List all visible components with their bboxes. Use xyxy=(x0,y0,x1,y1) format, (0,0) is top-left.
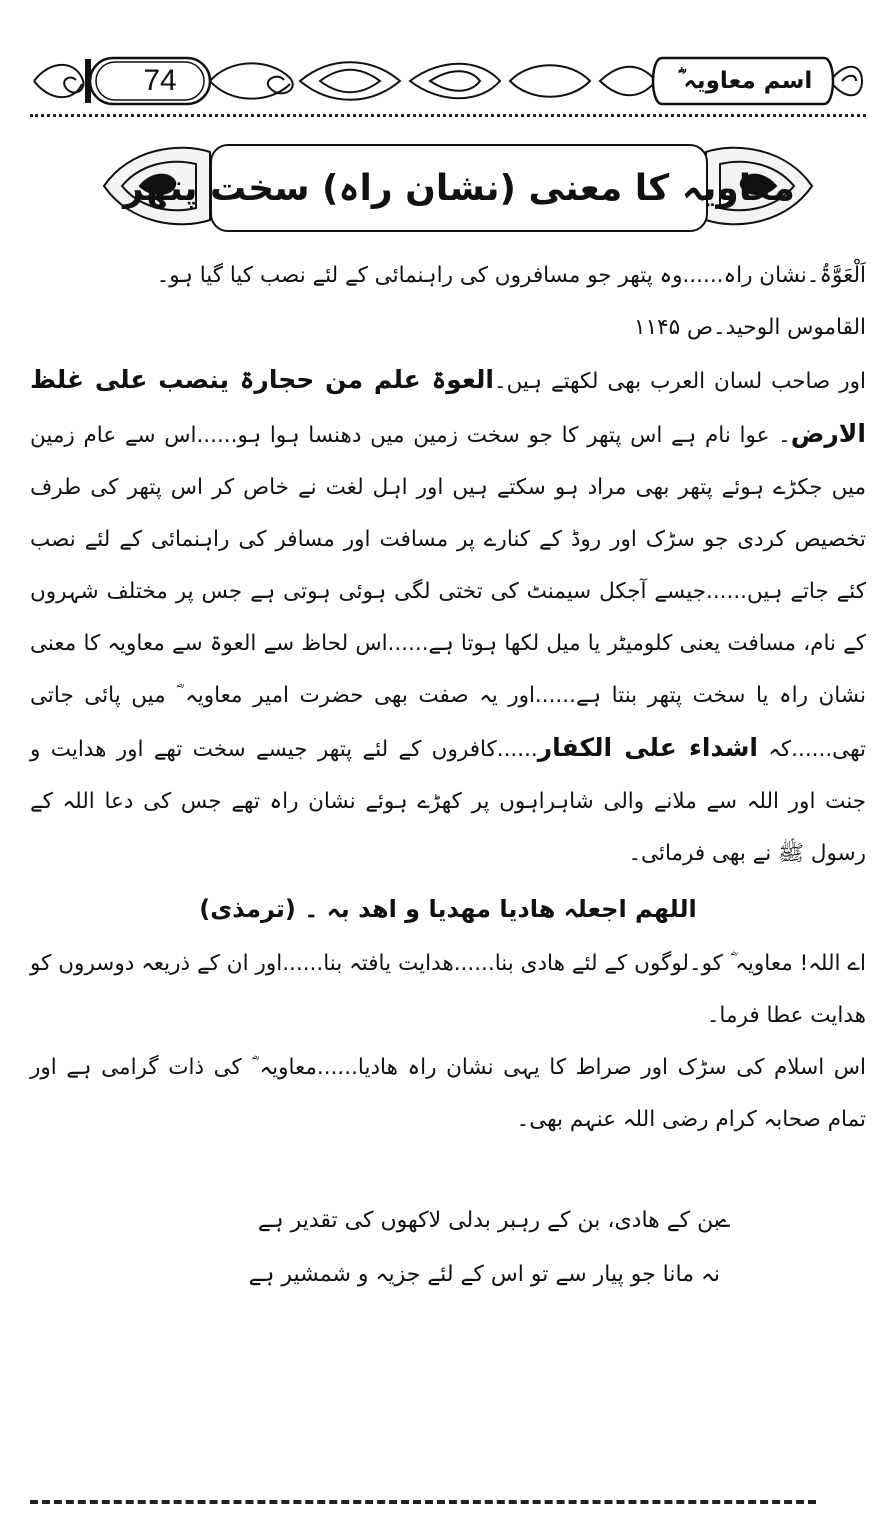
closing-paragraph: اس اسلام کی سڑک اور صراط کا یہی نشان راہ ھادیا......معاویہ ؓ کی ذات گرامی ہے اور تمام صحابہ کرام رضی اللہ عنہم بھی۔ xyxy=(30,1055,866,1132)
poem-line-text: بن کے ھادی، بن کے رہبر بدلی لاکھوں کی تقدیر ہے xyxy=(257,1208,720,1233)
poem-line xyxy=(0,1248,896,1302)
chapter-title: معاویہ کا معنی (نشان راہ) سخت پتھر xyxy=(123,167,795,209)
lisan-intro: اور صاحب لسان العرب بھی لکھتے ہیں۔ xyxy=(493,369,866,394)
dua-arabic: اللھم اجعلہ ھادیا مھدیا و اھد بہ ۔ (ترمذی) xyxy=(199,895,697,923)
page-number: 74 xyxy=(143,64,177,97)
lisan-paragraph xyxy=(30,354,866,880)
chapter-title-frame xyxy=(100,138,816,234)
dua-translation: اے اللہ! معاویہ ؓ کو۔لوگوں کے لئے ھادی بنا......ھدایت یافتہ بنا......اور ان کے ذریعہ دوسروں کو ھدایت عطا فرما۔ xyxy=(30,951,866,1028)
footer-divider xyxy=(30,1500,816,1504)
chapter-title-box xyxy=(123,144,795,232)
dictionary-reference: القاموس الوحید۔ص ۱۱۴۵ xyxy=(634,315,866,340)
poem xyxy=(0,1194,896,1302)
lisan-explanation: ۔ عوا نام ہے اس پتھر کا جو سخت زمین میں دھنسا ہوا ہو......اس سے عام زمین میں جکڑے ہوئے پتھر بھی مراد ہو سکتے ہیں اور اہل لغت نے خاص کر اس پتھر کی طرف تخصیص کردی جو سڑک اور روڈ کے کنارے پر مسافت اور مسافر کی راہنمائی کے لئے نصب کئے جاتے ہیں......جیسے آجکل سیمنٹ کی تختی لگی ہوئی ہوتی ہے جس پر مختلف شہروں کے نام، مسافت یعنی کلومیٹر یا میل لکھا ہوتا ہے......اس لحاظ سے العوۃ سے معاویہ کا معنی نشان راہ یا سخت پتھر بنتا ہے......اور یہ صفت بھی حضرت امیر معاویہ ؓ میں پائی جاتی تھی......کہ xyxy=(30,423,866,762)
running-title: اسم معاویہ ؓ xyxy=(677,68,813,94)
lisan-conclusion: ......کافروں کے لئے پتھر جیسے سخت تھے اور ھدایت و جنت اور اللہ سے ملانے والی شاہراہوں پر کھڑے ہوئے نشان راہ تھے جس کی دعا اللہ کے رسول ﷺ نے بھی فرمائی۔ xyxy=(30,737,866,866)
page-header xyxy=(30,50,866,112)
definition-paragraph: اَلْعَوَّۃُ۔نشان راہ......وہ پتھر جو مسافروں کی راہنمائی کے لئے نصب کیا گیا ہو۔ xyxy=(156,263,866,288)
page-body xyxy=(30,250,866,1146)
poem-line-text: نہ مانا جو پیار سے تو اس کے لئے جزیہ و شمشیر ہے xyxy=(248,1262,720,1287)
arabic-quote: العوۃ علم من حجارۃ ینصب علی غلظ الارض xyxy=(30,365,866,448)
poem-line xyxy=(0,1194,896,1248)
header-divider xyxy=(30,114,866,117)
quran-quote: اشداء علی الکفار xyxy=(537,733,758,762)
verse-marker-icon: ے xyxy=(717,1208,731,1233)
